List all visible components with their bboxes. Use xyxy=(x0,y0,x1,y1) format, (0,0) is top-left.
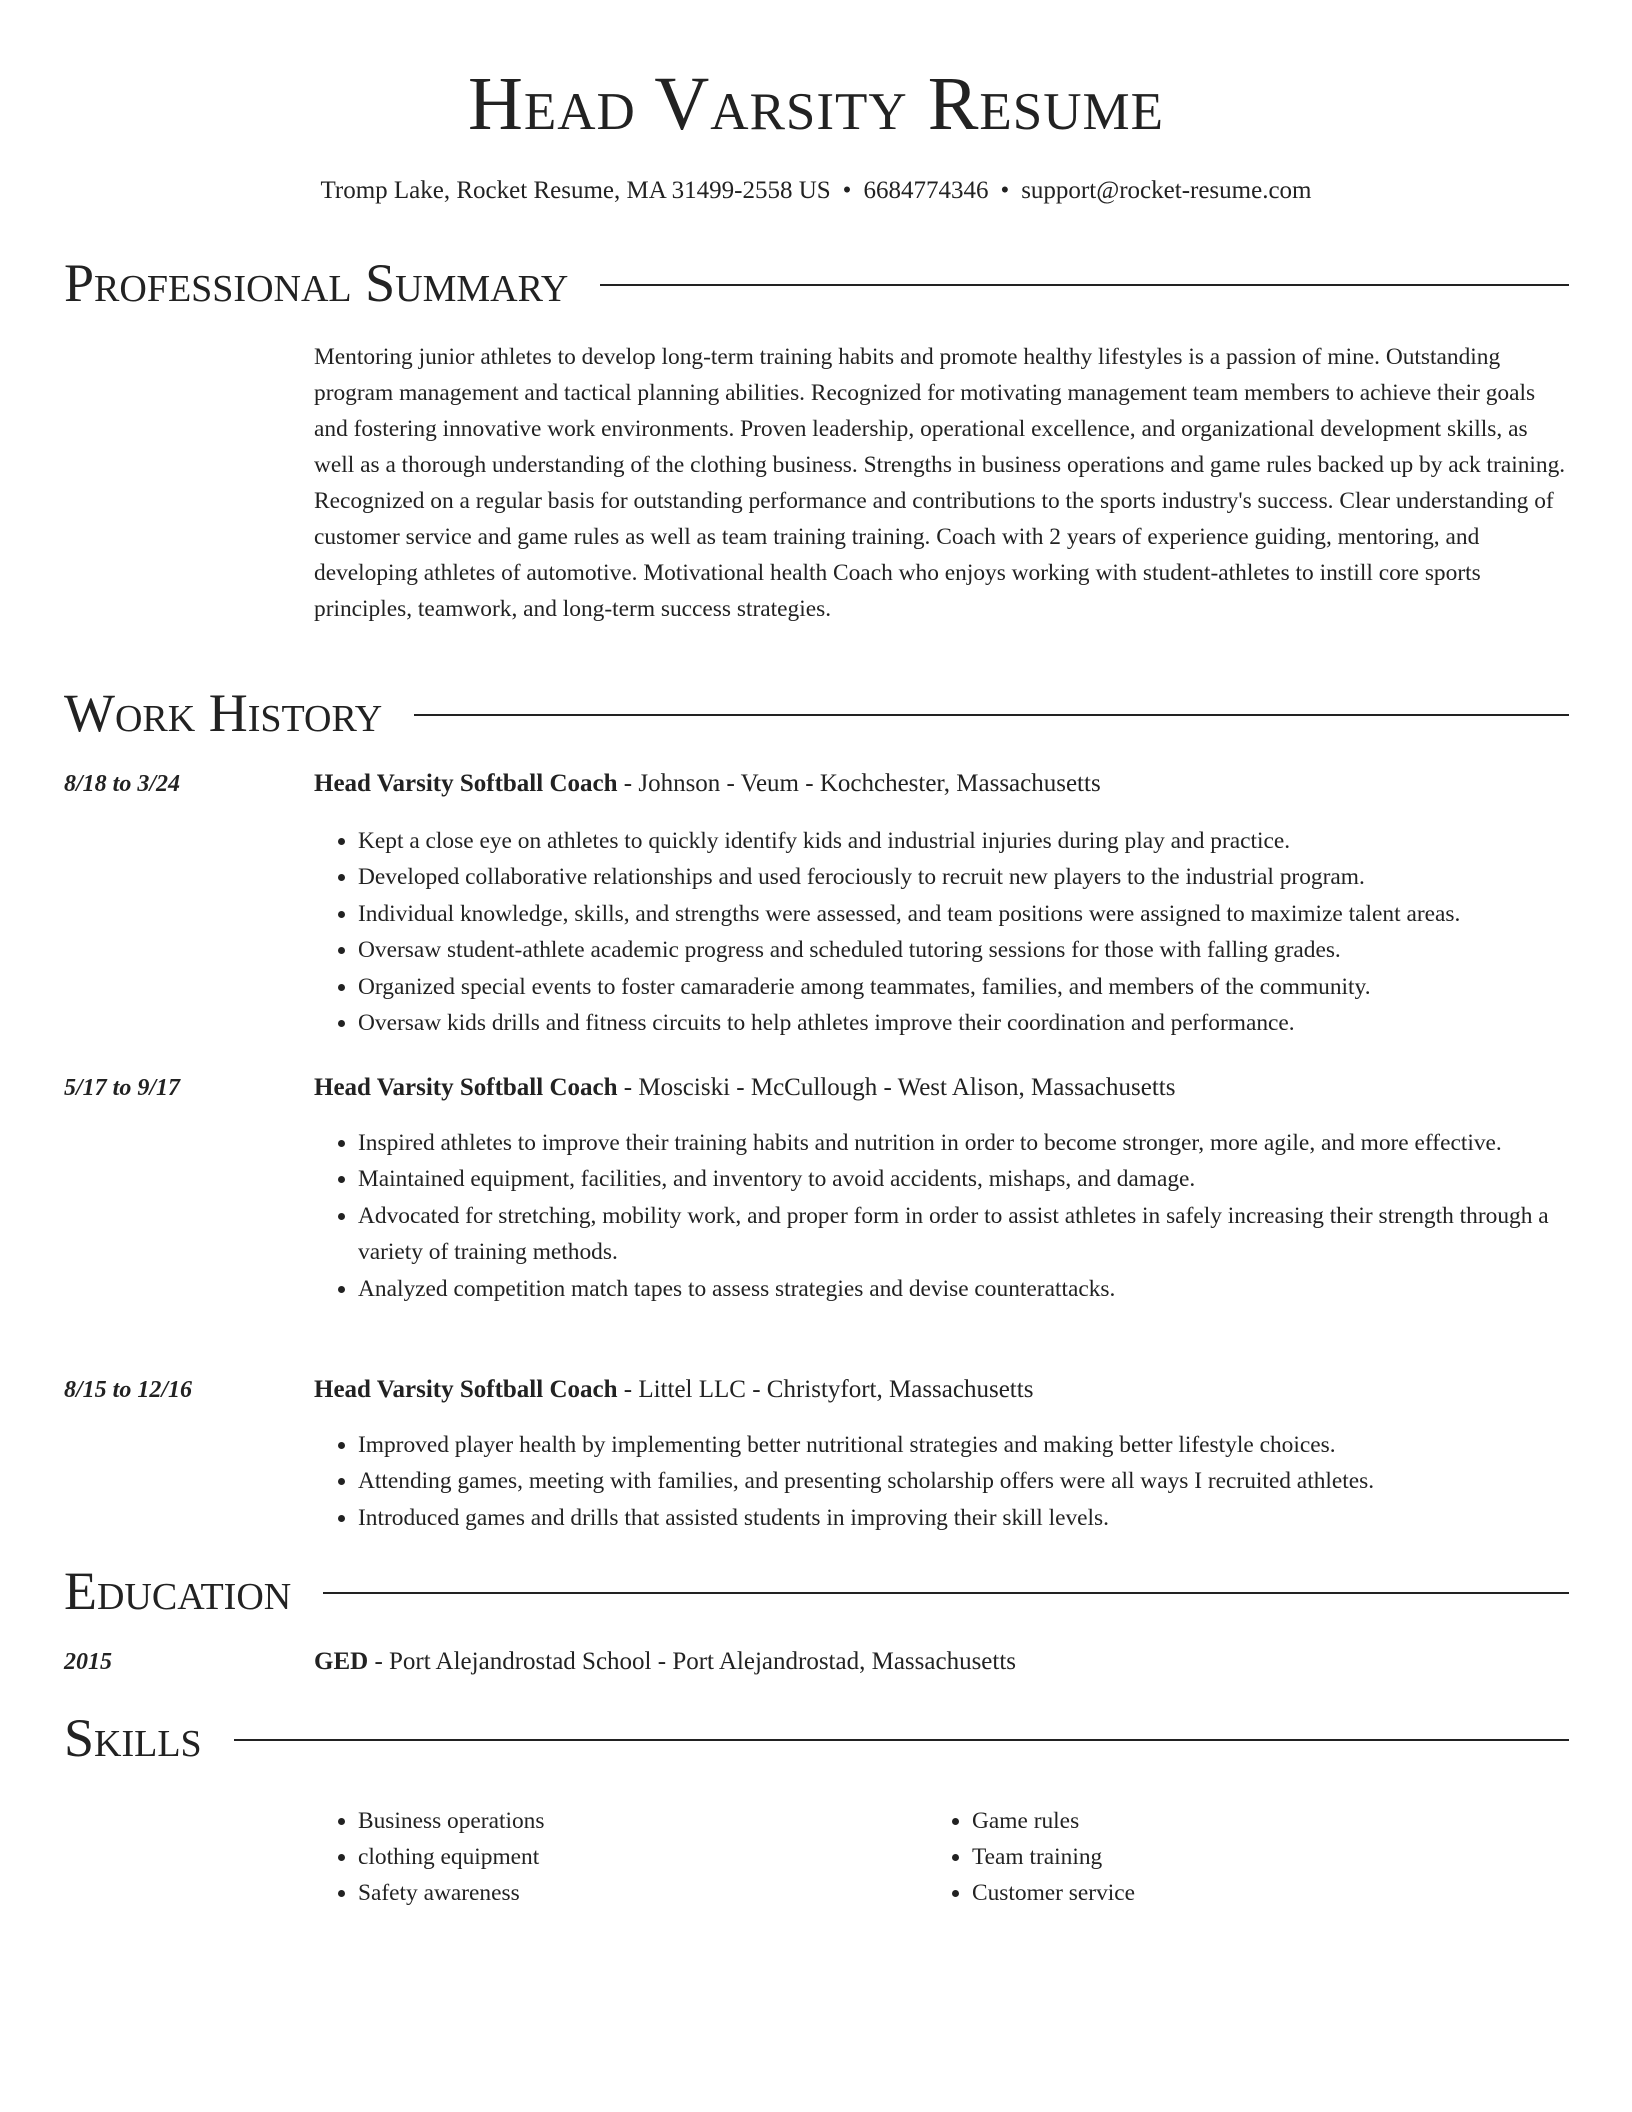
job-date: 8/15 to 12/16 xyxy=(64,1377,193,1403)
skill-item: • Team training xyxy=(972,1839,1572,1875)
list-item: • Developed collaborative relationships and used ferociously to recruit new players to the industrial program. xyxy=(358,859,1613,895)
job-title: Head Varsity Softball Coach xyxy=(314,1376,618,1403)
skills-section-header xyxy=(64,1708,1569,1768)
list-item: • Oversaw student-athlete academic progress and scheduled tutoring sessions for those with falling grades. xyxy=(358,932,1613,968)
summary-heading: Professional Summary xyxy=(64,253,569,313)
list-item: • Advocated for stretching, mobility work, and proper form in order to assist athletes in safely increasing their strength through a variety of training methods. xyxy=(358,1198,1613,1271)
summary-text: Mentoring junior athletes to develop long-term training habits and promote healthy lifestyles is a passion of mine. Outstanding program management and tactical planning abilities. Recognized for motivating management team members to achieve their goals and fostering innovative work environments. Proven leadership, operational excellence, and organizational development skills, as well as a thorough understanding of the clothing business. Strengths in business operations and game rules backed up by ack training. Recognized on a regular basis for outstanding performance and contributions to the sports industry's success. Clear understanding of customer service and game rules as well as team training training. Coach with 2 years of experience guiding, mentoring, and developing athletes of automotive. Motivational health Coach who enjoys working with student-athletes to instill core sports principles, teamwork, and long-term success strategies. xyxy=(314,344,1566,622)
education-details: - Port Alejandrostad School - Port Alejandrostad, Massachusetts xyxy=(368,1648,1017,1675)
education-degree: GED xyxy=(314,1648,369,1675)
skills-heading: Skills xyxy=(64,1708,202,1768)
phone: 6684774346 xyxy=(863,177,989,204)
list-item: • Kept a close eye on athletes to quickly identify kids and industrial injuries during play and practice. xyxy=(358,823,1613,859)
job-date: 5/17 to 9/17 xyxy=(64,1075,181,1101)
job-title-line xyxy=(314,768,1569,800)
job-date: 8/18 to 3/24 xyxy=(64,771,181,797)
skills-list-left xyxy=(314,1803,918,1911)
email: support@rocket-resume.com xyxy=(1021,177,1312,204)
job-details: - Mosciski - McCullough - West Alison, Massachusetts xyxy=(617,1074,1176,1101)
skill-item: • clothing equipment xyxy=(358,1839,918,1875)
section-divider xyxy=(323,1592,1569,1594)
skill-item: • Safety awareness xyxy=(358,1875,918,1911)
list-item: • Organized special events to foster camaraderie among teammates, families, and members of the community. xyxy=(358,969,1613,1005)
work-heading: Work History xyxy=(64,683,383,743)
job-details: - Littel LLC - Christyfort, Massachusetts xyxy=(617,1376,1034,1403)
summary-section-header xyxy=(64,253,1569,313)
work-section-header xyxy=(64,683,1569,743)
education-heading: Education xyxy=(64,1561,292,1621)
list-item: • Individual knowledge, skills, and strengths were assessed, and team positions were assigned to maximize talent areas. xyxy=(358,896,1613,932)
skill-item: • Game rules xyxy=(972,1803,1572,1839)
section-divider xyxy=(414,714,1569,716)
skills-list-right xyxy=(928,1803,1572,1911)
job-bullets xyxy=(314,823,1613,1041)
list-item: • Inspired athletes to improve their training habits and nutrition in order to become stronger, more agile, and more effective. xyxy=(358,1125,1613,1161)
job-details: - Johnson - Veum - Kochchester, Massachusetts xyxy=(617,770,1101,797)
contact-line xyxy=(0,175,1632,207)
list-item: • Analyzed competition match tapes to assess strategies and devise counterattacks. xyxy=(358,1271,1613,1307)
list-item: • Maintained equipment, facilities, and inventory to avoid accidents, mishaps, and damage. xyxy=(358,1161,1613,1197)
separator-dot: • xyxy=(842,177,852,204)
job-title-line xyxy=(314,1072,1569,1104)
resume-title: Head Varsity Resume xyxy=(467,62,1165,146)
job-title-line xyxy=(314,1374,1569,1406)
separator-dot: • xyxy=(1000,177,1010,204)
skill-item: • Customer service xyxy=(972,1875,1572,1911)
job-title: Head Varsity Softball Coach xyxy=(314,770,618,797)
address: Tromp Lake, Rocket Resume, MA 31499-2558 US xyxy=(320,177,831,204)
list-item: • Oversaw kids drills and fitness circuits to help athletes improve their coordination and performance. xyxy=(358,1005,1613,1041)
list-item: • Attending games, meeting with families, and presenting scholarship offers were all ways I recruited athletes. xyxy=(358,1463,1613,1499)
section-divider xyxy=(600,284,1569,286)
education-line xyxy=(314,1646,1569,1678)
job-bullets xyxy=(314,1427,1613,1536)
education-section-header xyxy=(64,1561,1569,1621)
list-item: • Introduced games and drills that assisted students in improving their skill levels. xyxy=(358,1500,1613,1536)
skill-item: • Business operations xyxy=(358,1803,918,1839)
list-item: • Improved player health by implementing better nutritional strategies and making better lifestyle choices. xyxy=(358,1427,1613,1463)
education-date: 2015 xyxy=(64,1649,112,1675)
job-title: Head Varsity Softball Coach xyxy=(314,1074,618,1101)
job-bullets xyxy=(314,1125,1613,1307)
section-divider xyxy=(234,1739,1569,1741)
